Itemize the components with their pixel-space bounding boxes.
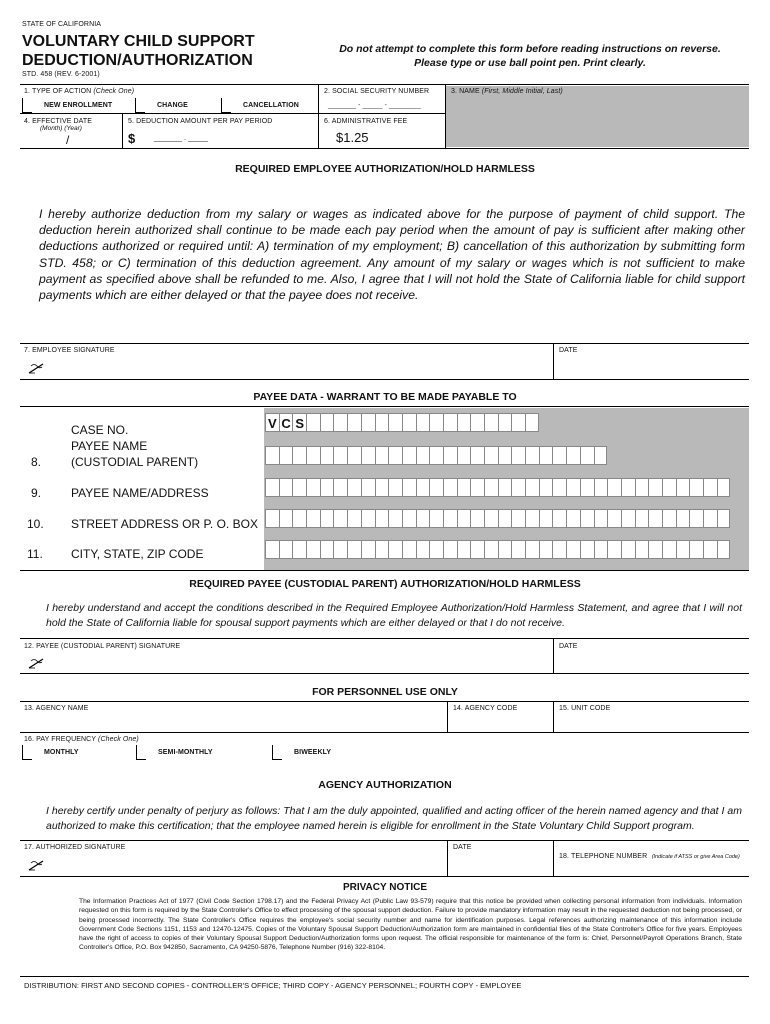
item-8-number: 8.: [31, 455, 42, 469]
semi-monthly-label: SEMI-MONTHLY: [158, 749, 213, 756]
agency-auth-heading: AGENCY AUTHORIZATION: [318, 779, 452, 791]
case-no-grid[interactable]: [265, 413, 539, 432]
employee-signature-field[interactable]: [60, 354, 550, 376]
case-prefix-s: S: [292, 413, 306, 432]
monthly-label: MONTHLY: [44, 749, 79, 756]
employee-auth-heading: REQUIRED EMPLOYEE AUTHORIZATION/HOLD HARMLESS: [235, 163, 535, 175]
payee-auth-text: I hereby understand and accept the conditions described in the Required Employee Authorization/Hold Harmless Statement, and agree that I will not hold the State of California liable for spousal support payments which are either delayed or that I do not receive.: [46, 602, 742, 629]
case-prefix-v: V: [265, 413, 279, 432]
agency-code-field[interactable]: [453, 714, 549, 730]
monthly-checkbox[interactable]: [22, 745, 32, 760]
payee-signature-label: 12. PAYEE (CUSTODIAL PARENT) SIGNATURE: [24, 643, 181, 650]
agency-name-field[interactable]: [24, 714, 444, 730]
privacy-text: The Information Practices Act of 1977 (Civil Code Section 1798.17) and the Federal Privacy Act (Public Law 93-579) require that this notice be provided when collecting personal information from individuals. Information requested on this form is required by the State Controller's Office to effect processing of the spousal support deduction. Failure to provide mandatory information may result in the requested deduction not being processed, or being processed incorrectly. The State Controller's Office requires the employee's social security number and name for identification purposes. Legal references authorizing maintenance of this information include Government Code Sections 1151, 1153 and 12470-12475. Copies of the Voluntary Spousal Support Deduction/Authorization form are maintained in confidential files of the State Controller's Office for five years. Employees have the right of access to copies of their Voluntary Spousal Support Deduction/Authorization forms upon request. The official responsible for maintenance of the form is: Chief, Personnel/Payroll Operations Branch, State Controller's Office, P.O. Box 942850, Sacramento, CA 94250-5876, Telephone Number (916) 322-8104.: [79, 898, 742, 952]
instruction-line1: Do not attempt to complete this form before reading instructions on reverse.: [339, 43, 721, 55]
agency-name-label: 13. AGENCY NAME: [24, 705, 89, 712]
pay-frequency-label: 16. PAY FREQUENCY (Check One): [24, 736, 139, 743]
admin-fee-label: 6. ADMINISTRATIVE FEE: [324, 118, 408, 125]
payee-date-field[interactable]: [560, 652, 745, 671]
unit-code-label: 15. UNIT CODE: [559, 705, 611, 712]
pen-icon: [28, 362, 44, 374]
telephone-field[interactable]: [559, 854, 745, 874]
payee-data-heading: PAYEE DATA - WARRANT TO BE MADE PAYABLE TO: [253, 391, 517, 403]
name-label: 3. NAME (First, Middle Initial, Last): [451, 88, 563, 95]
new-enrollment-checkbox[interactable]: [22, 98, 32, 113]
change-label: CHANGE: [157, 102, 188, 109]
city-state-zip-grid[interactable]: [265, 540, 730, 559]
authorized-signature-label: 17. AUTHORIZED SIGNATURE: [24, 844, 126, 851]
case-prefix-c: C: [279, 413, 293, 432]
item-10-number: 10.: [27, 517, 44, 531]
agency-date-field[interactable]: [453, 853, 549, 874]
form-title-line1: VOLUNTARY CHILD SUPPORT: [22, 33, 255, 50]
item-11-number: 11.: [27, 547, 43, 561]
unit-code-field[interactable]: [559, 714, 745, 730]
instruction-line2: Please type or use ball point pen. Print clearly.: [414, 57, 646, 69]
ssn-label: 2. SOCIAL SECURITY NUMBER: [324, 88, 430, 95]
semi-monthly-checkbox[interactable]: [136, 745, 146, 760]
payee-name-grid[interactable]: [265, 446, 607, 465]
name-field-shaded: [445, 86, 749, 147]
item-9-number: 9.: [31, 486, 42, 500]
effective-date-hint: (Month) (Year): [40, 125, 82, 132]
deduction-amount-label: 5. DEDUCTION AMOUNT PER PAY PERIOD: [128, 118, 273, 125]
cancellation-label: CANCELLATION: [243, 102, 299, 109]
payee-address-label: PAYEE NAME/ADDRESS: [71, 486, 209, 500]
case-no-label: CASE NO.: [71, 423, 129, 437]
change-checkbox[interactable]: [135, 98, 145, 113]
employee-date-field[interactable]: [560, 356, 745, 376]
state-label: STATE OF CALIFORNIA: [22, 21, 102, 28]
dollar-sign: $: [128, 131, 136, 146]
employee-auth-text: I hereby authorize deduction from my salary or wages as indicated above for the purpose of payment of child support. The deduction herein authorized shall continue to be made each pay period when the amount of pay is sufficient after making other deductions authorized or required until: A) termination of my employment; B) cancellation of this authorization by submitting form STD. 458; or C) termination of this deduction agreement. Any amount of my salary or wages which is not sufficient to make payment as specified above shall be refunded to me. Also, I agree that I will not hold the State of California liable for child support payments which are either delayed or that the payee does not receive.: [39, 207, 745, 303]
agency-auth-text: I hereby certify under penalty of perjury as follows: That I am the duly appointed, qualified and acting officer of the herein named agency and that I am authorized to make this certification; that the employee named herein is eligible for enrollment in the State Voluntary Child Support program.: [46, 805, 742, 832]
effective-date-input[interactable]: /: [66, 133, 70, 147]
pen-icon: [28, 859, 44, 871]
payee-date-label: DATE: [559, 643, 578, 650]
street-address-label: STREET ADDRESS OR P. O. BOX: [71, 517, 258, 531]
payee-address-grid[interactable]: [265, 478, 730, 497]
payee-signature-field[interactable]: [60, 650, 550, 671]
employee-signature-label: 7. EMPLOYEE SIGNATURE: [24, 347, 115, 354]
biweekly-label: BIWEEKLY: [294, 749, 332, 756]
distribution-line: DISTRIBUTION: FIRST AND SECOND COPIES - CONTROLLER'S OFFICE; THIRD COPY - AGENCY PERSONNEL; FOURTH COPY - EMPLOYEE: [24, 981, 522, 990]
effective-date-label: 4. EFFECTIVE DATE: [24, 118, 93, 125]
form-number: STD. 458 (REV. 6-2001): [22, 71, 100, 78]
deduction-amount-input[interactable]: _______ . _____: [154, 135, 209, 142]
employee-date-label: DATE: [559, 347, 578, 354]
cancellation-checkbox[interactable]: [221, 98, 231, 113]
personnel-heading: FOR PERSONNEL USE ONLY: [312, 686, 458, 698]
type-of-action-label: 1. TYPE OF ACTION (Check One): [24, 88, 135, 95]
telephone-label: 18. TELEPHONE NUMBER (Indicate if ATSS or give Area Code): [559, 853, 740, 860]
agency-date-label: DATE: [453, 844, 472, 851]
authorized-signature-field[interactable]: [60, 852, 444, 874]
biweekly-checkbox[interactable]: [272, 745, 282, 760]
ssn-input[interactable]: _______ - _____ - ________: [328, 102, 421, 109]
payee-name-label-line2: (CUSTODIAL PARENT): [71, 455, 199, 469]
pen-icon: [28, 657, 44, 669]
form-title-line2: DEDUCTION/AUTHORIZATION: [22, 52, 253, 69]
privacy-heading: PRIVACY NOTICE: [342, 882, 428, 893]
payee-name-label-line1: PAYEE NAME: [71, 439, 148, 453]
street-address-grid[interactable]: [265, 509, 730, 528]
agency-code-label: 14. AGENCY CODE: [453, 705, 518, 712]
payee-auth-heading: REQUIRED PAYEE (CUSTODIAL PARENT) AUTHORIZATION/HOLD HARMLESS: [189, 578, 581, 590]
city-state-zip-label: CITY, STATE, ZIP CODE: [71, 547, 204, 561]
new-enrollment-label: NEW ENROLLMENT: [44, 102, 113, 109]
admin-fee-value: $1.25: [336, 130, 369, 145]
